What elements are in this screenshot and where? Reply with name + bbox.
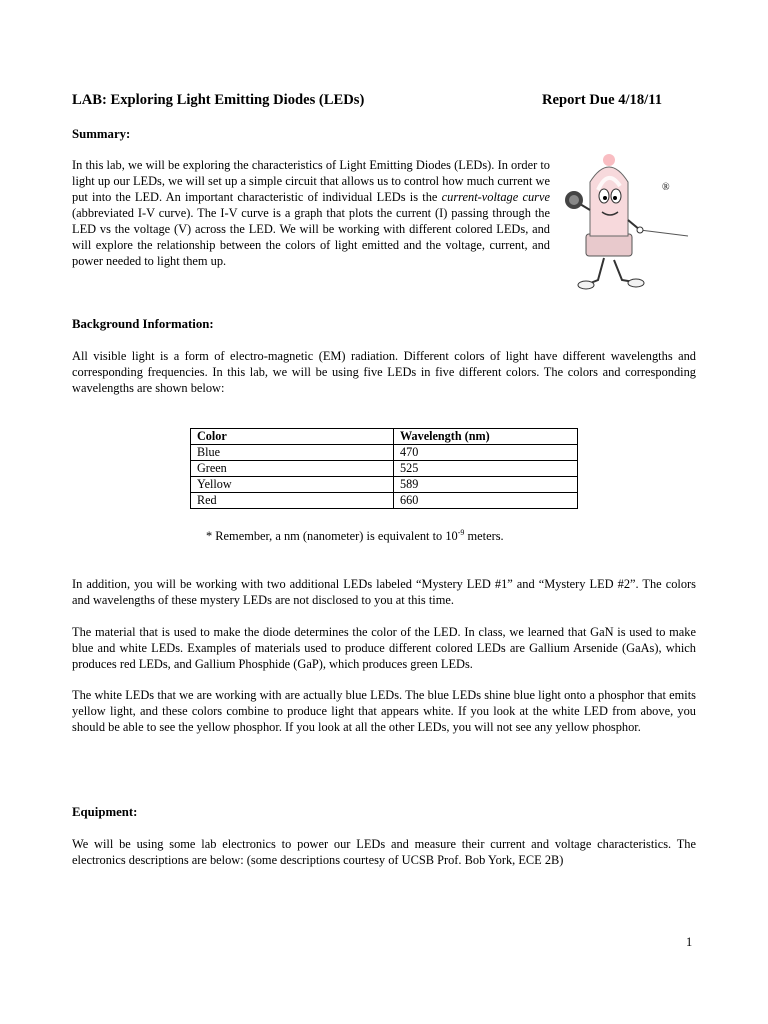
- table-header-wavelength: Wavelength (nm): [394, 429, 578, 445]
- note-text-b: meters.: [464, 529, 504, 543]
- background-paragraph-3: The material that is used to make the diode determines the color of the LED. In class, we learned that GaN is used to make blue and white LEDs. Examples of materials used to produce different colored LEDs are Gallium Arsenide (GaAs), which produces red LEDs, and Gallium Phosphide (GaP), which produces green LEDs.: [72, 625, 696, 671]
- page-title: LAB: Exploring Light Emitting Diodes (LEDs): [72, 92, 365, 108]
- summary-paragraph: [72, 157, 550, 269]
- table-row: [191, 445, 578, 461]
- summary-text-b: (abbreviated I-V curve). The I-V curve is a graph that plots the current (I) passing through the LED vs the voltage (V) across the LED. We will be working with different colored LEDs, and will explore the relationship between the colors of light emitted and the voltage, current, and power needed to light them up.: [72, 206, 550, 268]
- table-cell-wavelength: 470: [394, 445, 578, 461]
- nanometer-note: [206, 528, 504, 544]
- table-cell-wavelength: 660: [394, 493, 578, 509]
- table-row: [191, 493, 578, 509]
- table-cell-wavelength: 589: [394, 477, 578, 493]
- table-header-row: [191, 429, 578, 445]
- page-number: 1: [686, 935, 693, 949]
- note-exponent: -9: [457, 528, 465, 537]
- table-cell-color: Yellow: [191, 477, 394, 493]
- background-heading: Background Information:: [72, 317, 214, 331]
- background-paragraph-4: The white LEDs that we are working with are actually blue LEDs. The blue LEDs shine blue light onto a phosphor that emits yellow light, and these colors combine to produce light that appears white. If you look at the white LED from above, you should be able to see the yellow phosphor. If you look at all the other LEDs, you will not see any yellow phosphor.: [72, 688, 696, 734]
- led-mascot-illustration: [562, 150, 692, 295]
- table-cell-color: Red: [191, 493, 394, 509]
- equipment-paragraph: We will be using some lab electronics to power our LEDs and measure their current and voltage characteristics. The electronics descriptions are below: (some descriptions courtesy of UCSB Prof. Bob York, ECE 2B): [72, 837, 696, 867]
- table-cell-color: Blue: [191, 445, 394, 461]
- background-paragraph-2: In addition, you will be working with two additional LEDs labeled “Mystery LED #1” and “Mystery LED #2”. The colors and wavelengths of these mystery LEDs are not disclosed to you at this time.: [72, 577, 696, 607]
- background-paragraph-1: All visible light is a form of electro-magnetic (EM) radiation. Different colors of light have different wavelengths and corresponding frequencies. In this lab, we will be using five LEDs in five different colors. The colors and corresponding wavelengths are shown below:: [72, 349, 696, 395]
- title-row: [72, 92, 662, 108]
- table-cell-wavelength: 525: [394, 461, 578, 477]
- report-due: Report Due 4/18/11: [542, 92, 662, 108]
- trademark-symbol: ®: [662, 182, 670, 193]
- summary-italic-term: current-voltage curve: [441, 190, 550, 204]
- table-row: [191, 461, 578, 477]
- table-header-color: Color: [191, 429, 394, 445]
- summary-heading: Summary:: [72, 127, 131, 141]
- led-mascot-icon: [562, 150, 692, 295]
- table-row: [191, 477, 578, 493]
- equipment-heading: Equipment:: [72, 805, 138, 819]
- color-wavelength-table: [190, 428, 578, 509]
- note-text-a: * Remember, a nm (nanometer) is equivalent to 10: [206, 529, 458, 543]
- table-cell-color: Green: [191, 461, 394, 477]
- summary-text-a: In this lab, we will be exploring the characteristics of Light Emitting Diodes (LEDs). In order to light up our LEDs, we will set up a simple circuit that allows us to control how much current we put into the LED. An important characteristic of individual LEDs is the: [72, 158, 550, 204]
